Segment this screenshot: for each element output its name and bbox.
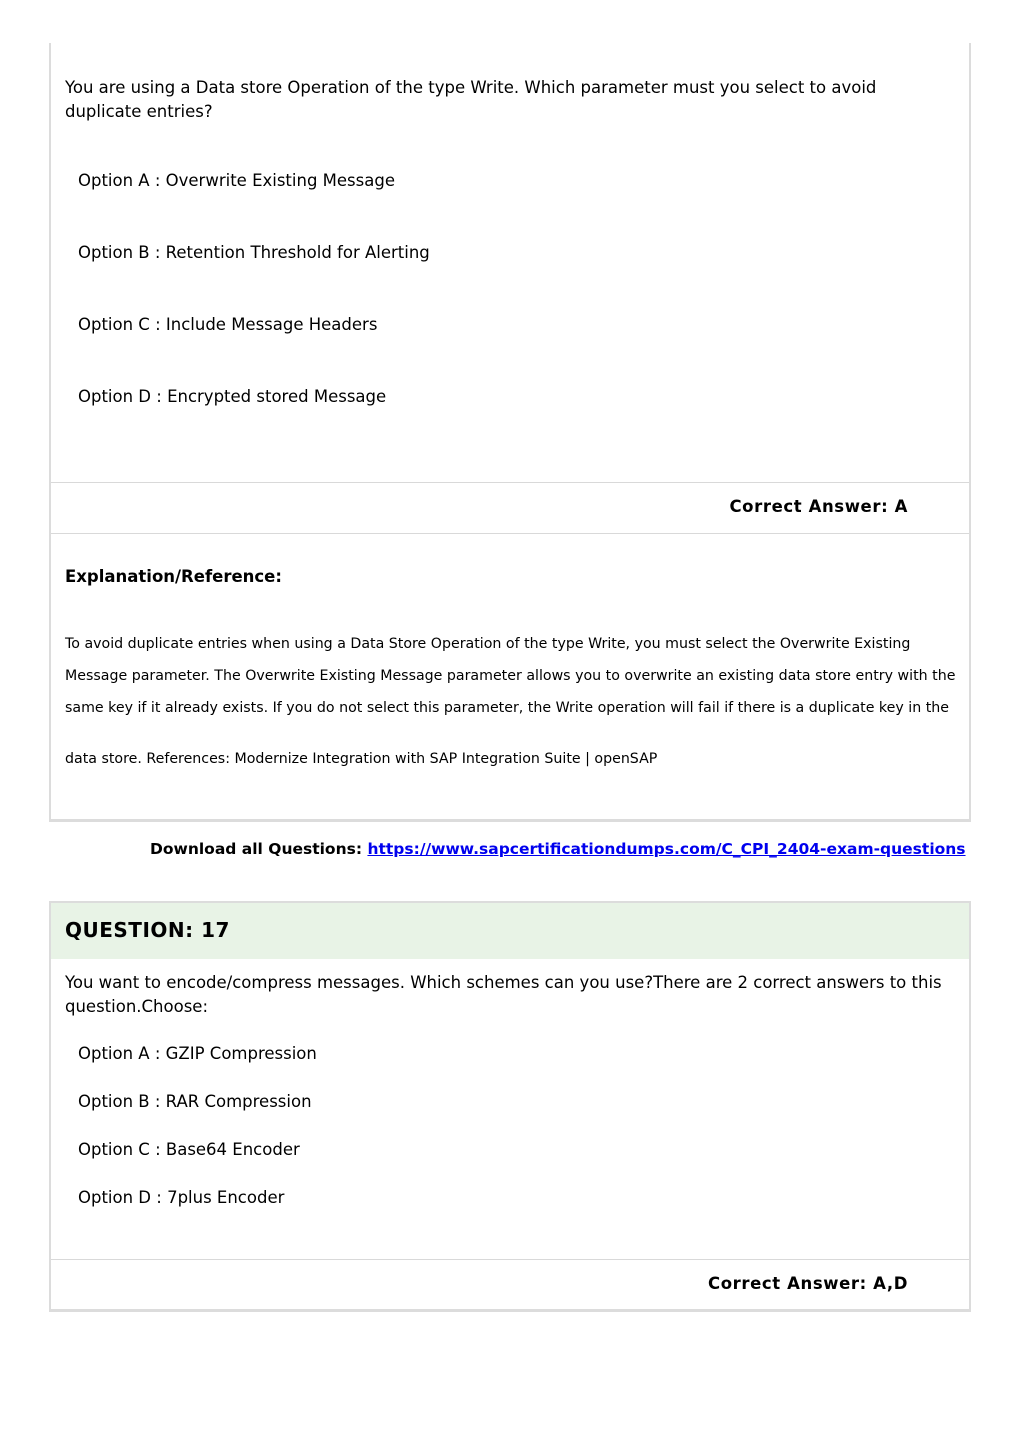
question-17-option-d: Option D : 7plus Encoder (78, 1188, 285, 1207)
question-16-card (49, 43, 971, 822)
question-16-option-b: Option B : Retention Threshold for Alerting (78, 243, 430, 262)
explanation-heading: Explanation/Reference: (65, 567, 282, 586)
question-17-option-b: Option B : RAR Compression (78, 1092, 312, 1111)
question-16-option-a: Option A : Overwrite Existing Message (78, 171, 395, 190)
question-17-card (49, 901, 971, 1312)
explanation-line: data store. References: Modernize Integration with SAP Integration Suite | openSAP (65, 751, 658, 767)
explanation-line: same key if it already exists. If you do not select this parameter, the Write operation will fail if there is a duplicate key in the (65, 700, 950, 716)
question-16-option-d: Option D : Encrypted stored Message (78, 387, 387, 406)
question-17-header (51, 903, 969, 959)
divider (51, 482, 969, 483)
explanation-line: To avoid duplicate entries when using a Data Store Operation of the type Write, you must select the Overwrite Existing (65, 636, 911, 652)
question-17-option-c: Option C : Base64 Encoder (78, 1140, 300, 1159)
question-17-text: You want to encode/compress messages. Which schemes can you use?There are 2 correct answers to this question.Choose: (65, 973, 942, 1016)
explanation-line: Message parameter. The Overwrite Existing Message parameter allows you to overwrite an existing data store entry with the (65, 668, 956, 684)
download-line (150, 840, 966, 858)
divider (51, 533, 969, 534)
question-16-text: You are using a Data store Operation of the type Write. Which parameter must you select to avoid duplicate entries? (65, 78, 877, 121)
question-16-option-c: Option C : Include Message Headers (78, 315, 378, 334)
question-17-correct-answer: Correct Answer: A,D (707, 1274, 908, 1293)
divider (51, 1259, 969, 1260)
question-17-option-a: Option A : GZIP Compression (78, 1044, 317, 1063)
download-label: Download all Questions: (150, 840, 368, 858)
download-link[interactable]: https://www.sapcertificationdumps.com/C_CPI_2404-exam-questions (367, 840, 966, 858)
question-17-title: QUESTION: 17 (65, 918, 230, 942)
question-16-correct-answer: Correct Answer: A (729, 497, 908, 516)
